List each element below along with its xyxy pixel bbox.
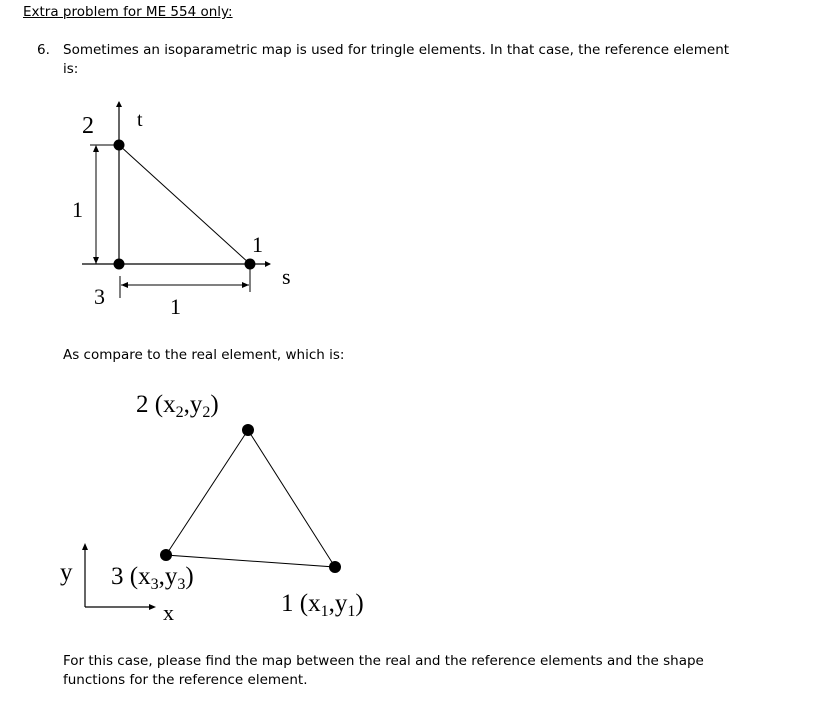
ref-node2-label: 2: [82, 113, 94, 139]
compare-text: As compare to the real element, which is:: [63, 347, 345, 363]
final-text-line2: functions for the reference element.: [63, 672, 308, 688]
real-node3-label: 3 $(x_3,y_3)$: [111, 563, 194, 593]
x-axis-label: x: [163, 600, 174, 625]
ref-node3-label: 3: [94, 284, 105, 309]
question-number: 6.: [37, 42, 50, 58]
heading: Extra problem for ME 554 only:: [23, 4, 233, 20]
question-text-line1: Sometimes an isoparametric map is used for tringle elements. In that case, the reference element: [63, 42, 730, 58]
final-text-line1: For this case, please find the map between the real and the reference elements and the shape: [63, 653, 704, 669]
ref-node1-label: 1: [252, 232, 263, 257]
real-node-1: [329, 561, 341, 573]
x-axis-arrow: [149, 604, 156, 610]
s-axis-label: s: [282, 264, 291, 289]
height-dim-label: 1: [72, 197, 83, 222]
width-dim-label: 1: [170, 294, 181, 319]
y-axis-arrow: [82, 543, 88, 550]
t-axis-label: t: [137, 109, 143, 131]
real-node-3: [160, 549, 172, 561]
real-node1-label: 1 $(x_1,y_1)$: [281, 590, 364, 620]
real-node-2: [242, 424, 254, 436]
real-node2-label: 2 $(x_2,y_2)$: [136, 391, 219, 421]
y-axis-label: y: [60, 559, 73, 586]
question-text-line2: is:: [63, 61, 79, 77]
real-triangle: [166, 430, 335, 567]
